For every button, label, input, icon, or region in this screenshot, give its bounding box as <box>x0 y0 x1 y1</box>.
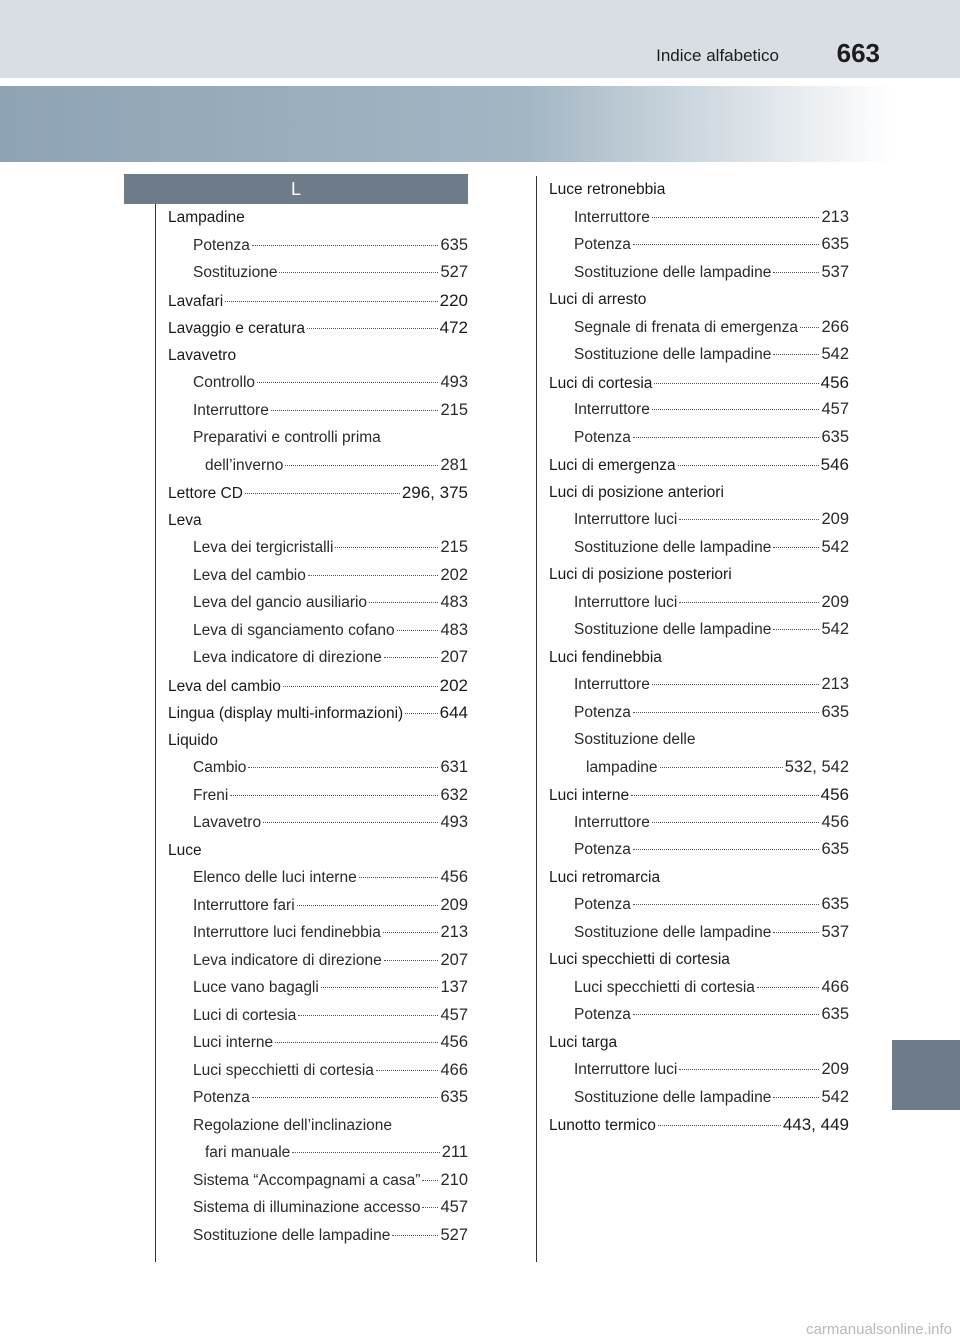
index-entry-page[interactable]: 457 <box>440 1005 468 1024</box>
index-entry-term: Interruttore luci <box>574 593 678 611</box>
index-entry <box>168 424 468 452</box>
index-entry <box>549 479 849 507</box>
index-entry-term: Interruttore <box>574 401 650 418</box>
index-entry-term: Leva dei tergicristalli <box>193 539 334 556</box>
decorative-banner <box>0 86 960 162</box>
index-entry-term: Luci fendinebbia <box>549 648 662 666</box>
index-entry-page[interactable]: 493 <box>440 373 468 391</box>
index-entry-term: Lavavetro <box>193 814 262 831</box>
index-entry <box>549 1084 849 1112</box>
index-entry-page[interactable]: 213 <box>821 207 849 226</box>
index-entry <box>168 397 468 425</box>
dot-leader <box>225 300 437 302</box>
index-entry <box>168 1139 468 1167</box>
index-entry-page[interactable]: 542 <box>821 620 849 638</box>
index-entry-page[interactable]: 631 <box>440 758 468 776</box>
index-entry-term: Potenza <box>574 1006 631 1023</box>
index-entry-term: Luci targa <box>549 1033 618 1051</box>
dot-leader <box>633 903 820 905</box>
index-entry <box>168 809 468 837</box>
index-entry <box>168 1194 468 1222</box>
index-entry-term: Potenza <box>574 841 631 858</box>
index-entry-page[interactable]: 527 <box>440 263 468 281</box>
index-entry-term: Sostituzione delle lampadine <box>193 1226 391 1244</box>
index-entry-term: Luci di emergenza <box>549 457 676 474</box>
dot-leader <box>654 382 818 384</box>
index-entry <box>549 891 849 919</box>
index-entry <box>168 1084 468 1112</box>
index-entry <box>549 176 849 204</box>
index-entry-term: Leva del cambio <box>193 566 306 584</box>
index-entry-term: Sistema “Accompagnami a casa” <box>193 1171 421 1189</box>
dot-leader <box>252 1096 439 1098</box>
index-entry-page[interactable]: 456 <box>440 1033 468 1051</box>
index-entry-page[interactable]: 635 <box>440 1088 468 1106</box>
index-entry-page[interactable]: 210 <box>440 1170 468 1189</box>
index-entry-term: fari manuale <box>205 1144 291 1161</box>
index-entry-page[interactable]: 537 <box>821 922 849 941</box>
index-entry-page[interactable]: 207 <box>440 648 468 666</box>
index-entry-term: Luci di cortesia <box>193 1006 297 1024</box>
dot-leader <box>679 518 819 520</box>
index-entry-page[interactable]: 466 <box>440 1060 468 1079</box>
dot-leader <box>773 1096 819 1098</box>
index-entry-term: Luci di arresto <box>549 291 647 308</box>
index-entry-term: Interruttore luci fendinebbia <box>193 924 381 941</box>
index-entry-page[interactable]: 635 <box>821 702 849 721</box>
index-entry-page[interactable]: 215 <box>440 400 468 419</box>
index-entry-page[interactable]: 202 <box>440 565 468 584</box>
index-entry-term: Lavavetro <box>168 346 237 364</box>
index-entry-page[interactable]: 635 <box>440 235 468 254</box>
index-entry-term: Lingua (display multi-informazioni) <box>168 705 404 722</box>
index-entry <box>168 562 468 590</box>
dot-leader <box>633 436 820 438</box>
index-entry-page[interactable]: 209 <box>821 592 849 611</box>
index-entry-page[interactable]: 456 <box>820 372 849 392</box>
index-entry-term: Luci retromarcia <box>549 868 661 886</box>
index-entry-term: Lettore CD <box>168 485 243 502</box>
index-entry <box>168 369 468 397</box>
index-entry <box>549 974 849 1002</box>
index-entry-term: Sostituzione <box>193 264 278 281</box>
index-entry-page[interactable]: 472 <box>439 318 468 337</box>
index-entry <box>549 369 849 397</box>
index-entry <box>168 1057 468 1085</box>
index-entry-term: Sistema di illuminazione accesso <box>193 1199 421 1216</box>
dot-leader <box>679 1068 819 1070</box>
index-entry-term: Leva del cambio <box>168 677 281 695</box>
dot-leader <box>298 1014 438 1016</box>
index-entry <box>549 534 849 562</box>
index-entry <box>168 287 468 315</box>
index-entry-term: Luce vano bagagli <box>193 979 319 996</box>
index-entry-term: Freni <box>193 786 229 804</box>
dot-leader <box>652 408 820 410</box>
index-entry <box>168 1167 468 1195</box>
index-entry-term: Leva del gancio ausiliario <box>193 594 368 611</box>
index-entry-page[interactable]: 443, 449 <box>782 1115 849 1134</box>
index-entry <box>168 974 468 1002</box>
index-entry-term: Interruttore <box>574 208 650 226</box>
index-entry <box>168 479 468 507</box>
index-entry-term: Preparativi e controlli prima <box>193 429 381 446</box>
center-column-rule <box>536 176 537 1262</box>
index-entry <box>168 727 468 755</box>
index-entry-term: Luci interne <box>193 1034 274 1051</box>
index-entry <box>549 809 849 837</box>
index-entry-page[interactable]: 266 <box>821 317 849 336</box>
index-entry <box>549 1056 849 1084</box>
dot-leader <box>279 271 438 273</box>
page-header-band <box>0 0 960 78</box>
dot-leader <box>335 546 438 548</box>
index-entry-term: Luci specchietti di cortesia <box>193 1061 374 1079</box>
index-entry-term: Lavaggio e ceratura <box>168 320 306 337</box>
index-entry-term: Regolazione dell’inclinazione <box>193 1116 393 1134</box>
index-entry-term: Potenza <box>193 236 250 254</box>
index-entry <box>549 259 849 287</box>
index-entry-term: Luce <box>168 841 202 859</box>
dot-leader <box>660 766 783 768</box>
index-entry-page[interactable]: 635 <box>821 840 849 858</box>
index-entry-term: Sostituzione delle lampadine <box>574 538 772 556</box>
dot-leader <box>658 1124 781 1126</box>
index-entry-term: Luci interne <box>549 787 630 804</box>
dot-leader <box>285 464 438 466</box>
index-entry-term: Sostituzione delle lampadine <box>574 923 772 941</box>
dot-leader <box>652 683 820 685</box>
dot-leader <box>359 876 439 878</box>
index-entry-term: Interruttore <box>193 401 269 419</box>
index-entry <box>168 864 468 892</box>
dot-leader <box>678 464 819 466</box>
index-entry-page[interactable]: 527 <box>440 1225 468 1244</box>
index-entry-page[interactable]: 137 <box>440 978 468 996</box>
dot-leader <box>773 353 819 355</box>
index-entry <box>168 837 468 865</box>
index-entry-term: Liquido <box>168 731 218 749</box>
dot-leader <box>422 1179 438 1181</box>
dot-leader <box>245 492 400 494</box>
index-entry-term: Luce retronebbia <box>549 181 666 198</box>
left-column-rule <box>155 204 156 1262</box>
index-entry <box>168 1222 468 1250</box>
index-entry-term: Cambio <box>193 759 247 776</box>
index-entry <box>549 919 849 947</box>
index-entry <box>549 286 849 314</box>
index-entry-page[interactable]: 635 <box>821 235 849 253</box>
index-entry-page[interactable]: 213 <box>440 923 468 941</box>
index-entry-term: Elenco delle luci interne <box>193 869 357 886</box>
dot-leader <box>773 628 819 630</box>
dot-leader <box>275 1041 438 1043</box>
index-entry-page[interactable]: 215 <box>440 538 468 556</box>
index-entry-page[interactable]: 296, 375 <box>401 483 468 502</box>
index-entry <box>549 451 849 479</box>
index-entry <box>168 644 468 672</box>
watermark-text: carmanualsonline.info <box>806 1321 952 1338</box>
index-entry-page[interactable]: 466 <box>821 977 849 996</box>
dot-leader <box>263 821 438 823</box>
index-entry-term: Potenza <box>193 1089 250 1106</box>
index-entry-term: Sostituzione delle lampadine <box>574 621 772 638</box>
index-entry-page[interactable]: 456 <box>820 785 849 804</box>
index-entry-term: dell’inverno <box>205 456 284 474</box>
dot-leader <box>652 821 820 823</box>
index-entry-page[interactable]: 483 <box>440 593 468 611</box>
index-entry-page[interactable]: 635 <box>821 1005 849 1023</box>
index-entry-term: Sostituzione delle lampadine <box>574 346 772 363</box>
index-entry-page[interactable]: 542 <box>821 1087 849 1106</box>
index-entry-page[interactable]: 457 <box>821 400 849 418</box>
index-entry-page[interactable]: 493 <box>440 813 468 831</box>
index-letter-heading: L <box>124 174 468 204</box>
index-entry <box>168 1029 468 1057</box>
index-entry <box>549 314 849 342</box>
index-entry-page[interactable]: 202 <box>439 675 468 695</box>
index-entry-term: Luci specchietti di cortesia <box>574 978 755 996</box>
index-entry-term: Sostituzione delle lampadine <box>574 263 772 281</box>
index-entry <box>549 1029 849 1057</box>
index-entry <box>549 561 849 589</box>
index-entry <box>168 1112 468 1140</box>
index-entry-term: Leva indicatore di direzione <box>193 951 382 969</box>
dot-leader <box>248 766 438 768</box>
dot-leader <box>392 1234 438 1236</box>
index-entry <box>549 1111 849 1139</box>
dot-leader <box>383 931 439 933</box>
dot-leader <box>230 794 438 796</box>
index-entry <box>168 452 468 480</box>
dot-leader <box>283 685 438 687</box>
section-title: Indice alfabetico <box>656 46 779 65</box>
index-entry-page[interactable]: 209 <box>821 1060 849 1078</box>
dot-leader <box>307 327 438 329</box>
dot-leader <box>321 986 439 988</box>
index-entry-term: Potenza <box>574 236 631 253</box>
dot-leader <box>633 711 820 713</box>
index-entry-page[interactable]: 209 <box>440 895 468 914</box>
index-entry <box>168 507 468 535</box>
index-entry-term: Sostituzione delle <box>574 731 696 748</box>
index-entry <box>168 782 468 810</box>
index-entry-term: Interruttore luci <box>574 511 678 528</box>
index-entry <box>549 836 849 864</box>
index-column-left <box>168 204 468 1249</box>
index-entry-term: Interruttore luci <box>574 1061 678 1078</box>
index-entry <box>549 1001 849 1029</box>
index-entry-term: Potenza <box>574 428 631 446</box>
dot-leader <box>422 1206 438 1208</box>
index-entry-page[interactable]: 635 <box>821 895 849 913</box>
index-entry <box>168 617 468 645</box>
index-entry <box>168 534 468 562</box>
dot-leader <box>773 931 819 933</box>
index-entry-term: Luci di cortesia <box>549 374 653 392</box>
dot-leader <box>252 244 439 246</box>
index-entry-page[interactable]: 211 <box>441 1143 468 1161</box>
index-entry-page[interactable]: 635 <box>821 427 849 446</box>
dot-leader <box>292 1151 439 1153</box>
chapter-tab <box>892 1040 960 1110</box>
index-entry-term: Potenza <box>574 703 631 721</box>
index-entry-term: Interruttore <box>574 813 650 831</box>
index-entry <box>168 342 468 370</box>
index-entry-term: Controllo <box>193 374 256 391</box>
index-entry-page[interactable]: 281 <box>440 455 468 474</box>
index-entry-term: Luci di posizione anteriori <box>549 483 724 501</box>
index-entry-term: Lampadine <box>168 209 245 226</box>
index-entry-page[interactable]: 542 <box>821 537 849 556</box>
index-entry <box>549 699 849 727</box>
index-entry-term: Leva di sganciamento cofano <box>193 621 395 639</box>
index-entry-page[interactable]: 207 <box>440 950 468 969</box>
dot-leader <box>376 1069 439 1071</box>
dot-leader <box>384 656 439 658</box>
dot-leader <box>631 794 818 796</box>
index-entry <box>549 506 849 534</box>
index-entry <box>168 1002 468 1030</box>
index-entry <box>549 231 849 259</box>
index-entry-page[interactable]: 483 <box>440 620 468 639</box>
index-entry <box>168 754 468 782</box>
dot-leader <box>308 574 439 576</box>
index-entry <box>168 259 468 287</box>
index-entry-page[interactable]: 542 <box>821 345 849 363</box>
dot-leader <box>633 243 820 245</box>
index-entry-page[interactable]: 644 <box>439 703 468 722</box>
dot-leader <box>757 986 820 988</box>
index-entry <box>549 671 849 699</box>
dot-leader <box>652 216 820 218</box>
index-entry-term: Sostituzione delle lampadine <box>574 1088 772 1106</box>
index-entry <box>168 589 468 617</box>
index-entry-term: Potenza <box>574 896 631 913</box>
index-entry-page[interactable]: 532, 542 <box>784 757 849 776</box>
index-entry-term: Lavafari <box>168 292 224 310</box>
index-entry <box>549 341 849 369</box>
index-entry-term: lampadine <box>586 758 658 776</box>
index-entry <box>168 919 468 947</box>
index-entry <box>549 424 849 452</box>
index-entry-page[interactable]: 220 <box>439 290 468 310</box>
dot-leader <box>773 546 819 548</box>
index-entry-term: Leva <box>168 511 202 529</box>
index-entry-page[interactable]: 456 <box>440 868 468 886</box>
index-column-right <box>549 176 849 1139</box>
index-entry-term: Luci specchietti di cortesia <box>549 951 730 968</box>
index-entry <box>549 754 849 782</box>
page-number: 663 <box>836 38 880 68</box>
index-entry-term: Interruttore <box>574 676 650 693</box>
index-entry-page[interactable]: 213 <box>821 675 849 693</box>
dot-leader <box>384 959 439 961</box>
index-entry <box>549 864 849 892</box>
index-entry <box>549 396 849 424</box>
index-entry-term: Segnale di frenata di emergenza <box>574 318 799 336</box>
index-entry <box>168 892 468 920</box>
index-entry <box>549 589 849 617</box>
index-entry-page[interactable]: 209 <box>821 510 849 528</box>
index-entry <box>168 947 468 975</box>
dot-leader <box>271 409 439 411</box>
index-entry-page[interactable]: 632 <box>440 785 468 804</box>
index-entry <box>168 699 468 727</box>
index-entry-term: Interruttore fari <box>193 896 295 914</box>
index-entry <box>549 781 849 809</box>
dot-leader <box>405 712 437 714</box>
dot-leader <box>297 904 439 906</box>
index-entry <box>549 726 849 754</box>
index-entry-term: Lunotto termico <box>549 1117 656 1134</box>
dot-leader <box>633 848 820 850</box>
index-entry <box>549 946 849 974</box>
index-entry <box>549 644 849 672</box>
index-entry <box>549 616 849 644</box>
index-entry <box>168 314 468 342</box>
index-entry-term: Luci di posizione posteriori <box>549 566 732 583</box>
dot-leader <box>397 629 439 631</box>
dot-leader <box>257 381 438 383</box>
index-entry <box>168 672 468 700</box>
index-entry <box>168 204 468 232</box>
dot-leader <box>679 601 819 603</box>
index-entry-page[interactable]: 456 <box>821 812 849 831</box>
index-entry-page[interactable]: 457 <box>440 1198 468 1216</box>
index-entry <box>168 232 468 260</box>
index-entry-term: Leva indicatore di direzione <box>193 649 382 666</box>
index-entry <box>549 204 849 232</box>
dot-leader <box>773 271 819 273</box>
dot-leader <box>633 1013 820 1015</box>
dot-leader <box>369 601 438 603</box>
dot-leader <box>800 326 819 328</box>
index-entry-page[interactable]: 537 <box>821 262 849 281</box>
index-entry-page[interactable]: 546 <box>820 455 849 474</box>
